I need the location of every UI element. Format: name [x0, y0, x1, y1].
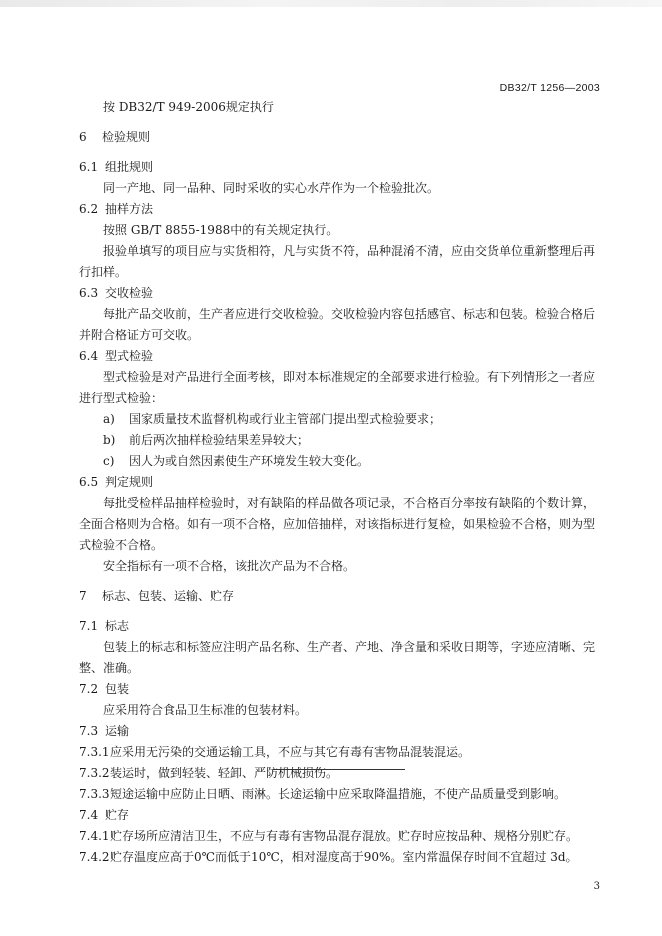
clause-number: 7.4.2 — [79, 850, 110, 864]
clause-number: 7.4.1 — [79, 829, 110, 843]
list-item — [79, 409, 599, 430]
paragraph: 包装上的标志和标签应注明产品名称、生产者、产地、净含量和采收日期等，字迹应清晰、完整、准确。 — [79, 640, 596, 675]
list-text: 因人为或自然因素使生产环境发生较大变化。 — [129, 454, 370, 468]
clause-text: 应采用无污染的交通运输工具，不应与其它有毒有害物品混装混运。 — [110, 745, 471, 759]
subsection-heading-6-5 — [79, 472, 599, 493]
section-heading-7 — [79, 586, 599, 607]
section-number: 6.2 — [79, 202, 99, 216]
clause-text: 贮存温度应高于0℃而低于10℃，相对湿度高于90%。室内常温保存时间不宜超过 3d。 — [110, 850, 578, 864]
list-marker: b) — [103, 433, 116, 447]
scan-top-band — [0, 0, 662, 7]
list-text: 国家质量技术监督机构或行业主管部门提出型式检验要求； — [129, 412, 442, 426]
section-number: 6.4 — [79, 349, 99, 363]
section-number: 6.3 — [79, 286, 99, 300]
subsection-heading-6-3 — [79, 283, 599, 304]
section-title: 标志 — [105, 619, 130, 633]
clause-7-4-1 — [79, 826, 599, 847]
paragraph: 安全指标有一项不合格，该批次产品为不合格。 — [103, 559, 356, 573]
section-title: 包装 — [105, 682, 130, 696]
clause-text: 装运时，做到轻装、轻卸、严防机械损伤。 — [110, 766, 339, 780]
subsection-heading-7-3 — [79, 721, 599, 742]
paragraph: 按 DB32/T 949-2006规定执行 — [103, 100, 274, 114]
paragraph: 应采用符合食品卫生标准的包装材料。 — [103, 703, 308, 717]
clause-number: 7.3.3 — [79, 787, 110, 801]
section-title: 型式检验 — [105, 349, 154, 363]
section-number: 7.4 — [79, 808, 99, 822]
section-number: 7.3 — [79, 724, 99, 738]
list-marker: a) — [103, 412, 115, 426]
section-title: 贮存 — [105, 808, 130, 822]
list-item — [79, 451, 599, 472]
section-title: 抽样方法 — [105, 202, 154, 216]
clause-text: 贮存场所应清洁卫生，不应与有毒有害物品混存混放。贮存时应按品种、规格分别贮存。 — [110, 829, 579, 843]
list-item — [79, 430, 599, 451]
section-number: 6 — [79, 130, 87, 144]
clause-number: 7.3.1 — [79, 745, 110, 759]
subsection-heading-6-4 — [79, 346, 599, 367]
section-title: 组批规则 — [105, 160, 154, 174]
standard-code: DB32/T 1256—2003 — [499, 82, 600, 94]
section-title: 判定规则 — [105, 475, 154, 489]
clause-number: 7.3.2 — [79, 766, 110, 780]
section-number: 6.1 — [79, 160, 99, 174]
section-heading-6 — [79, 127, 599, 148]
subsection-heading-7-1 — [79, 616, 599, 637]
section-title: 标志、包装、运输、贮存 — [102, 589, 235, 603]
section-number: 7.2 — [79, 682, 99, 696]
subsection-heading-6-1 — [79, 157, 599, 178]
section-number: 7.1 — [79, 619, 99, 633]
end-rule — [273, 769, 405, 770]
subsection-heading-7-4 — [79, 805, 599, 826]
section-title: 运输 — [105, 724, 130, 738]
list-text: 前后两次抽样检验结果差异较大； — [129, 433, 310, 447]
paragraph: 每批受检样品抽样检验时，对有缺陷的样品做各项记录，不合格百分率按有缺陷的个数计算，全面合格则为合格。如有一项不合格，应加倍抽样，对该指标进行复检，如果检验不合格，则为型式检验不合格。 — [79, 496, 596, 552]
section-number: 6.5 — [79, 475, 99, 489]
section-number: 7 — [79, 589, 87, 603]
document-body — [79, 97, 599, 868]
clause-7-3-3 — [79, 784, 599, 805]
list-marker: c) — [103, 454, 115, 468]
paragraph: 型式检验是对产品进行全面考核，即对本标准规定的全部要求进行检验。有下列情形之一者应进行型式检验： — [79, 370, 596, 405]
clause-7-3-2 — [79, 763, 599, 784]
page-number: 3 — [593, 881, 600, 892]
clause-text: 短途运输中应防止日晒、雨淋。长途运输中应采取降温措施，不使产品质量受到影响。 — [110, 787, 567, 801]
paragraph: 每批产品交收前，生产者应进行交收检验。交收检验内容包括感官、标志和包装。检验合格后并附合格证方可交收。 — [79, 307, 596, 342]
clause-7-4-2 — [79, 847, 599, 868]
section-title: 交收检验 — [105, 286, 154, 300]
subsection-heading-6-2 — [79, 199, 599, 220]
paragraph: 同一产地、同一品种、同时采收的实心水芹作为一个检验批次。 — [103, 181, 440, 195]
clause-7-3-1 — [79, 742, 599, 763]
section-title: 检验规则 — [102, 130, 151, 144]
paragraph: 报验单填写的项目应与实货相符，凡与实货不符，品种混淆不清，应由交货单位重新整理后再行扣样。 — [79, 244, 596, 279]
paragraph: 按照 GB/T 8855-1988中的有关规定执行。 — [103, 223, 339, 237]
subsection-heading-7-2 — [79, 679, 599, 700]
